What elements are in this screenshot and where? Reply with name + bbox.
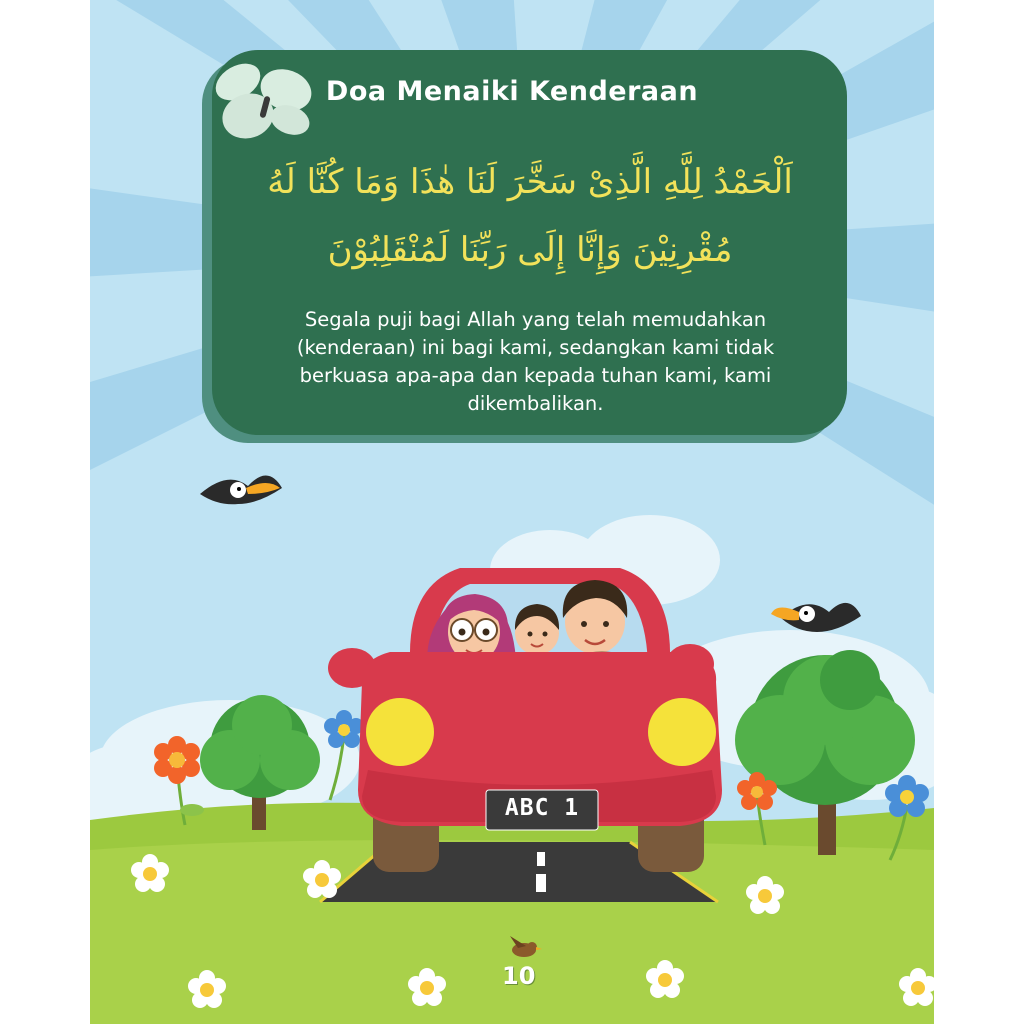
headlight-right: [648, 698, 716, 766]
card-title: Doa Menaiki Kenderaan: [325, 76, 699, 107]
license-plate-text: ABC 1: [504, 795, 580, 821]
book-page: [90, 0, 934, 1024]
toucan-icon: [200, 475, 282, 504]
arabic-line: مُقْرِنِيْنَ وَإِنَّا إِلَى رَبِّنَا لَمُنْقَلِبُوْنَ: [327, 230, 733, 270]
headlight-left: [366, 698, 434, 766]
page-number: 10: [502, 962, 536, 990]
car: [328, 568, 722, 872]
toucan-icon: [771, 603, 861, 632]
prayer-translation: Segala puji bagi Allah yang telah memudahkan (kenderaan) ini bagi kami, sedangkan kami tidak berkuasa apa-apa dan kepada tuhan kami, kami dikembalikan.: [296, 308, 775, 415]
arabic-line: اَلْحَمْدُ لِلَّهِ الَّذِىْ سَخَّرَ لَنَا هٰذَا وَمَا كُنَّا لَهُ: [267, 162, 793, 202]
arabic-prayer: [225, 148, 835, 284]
